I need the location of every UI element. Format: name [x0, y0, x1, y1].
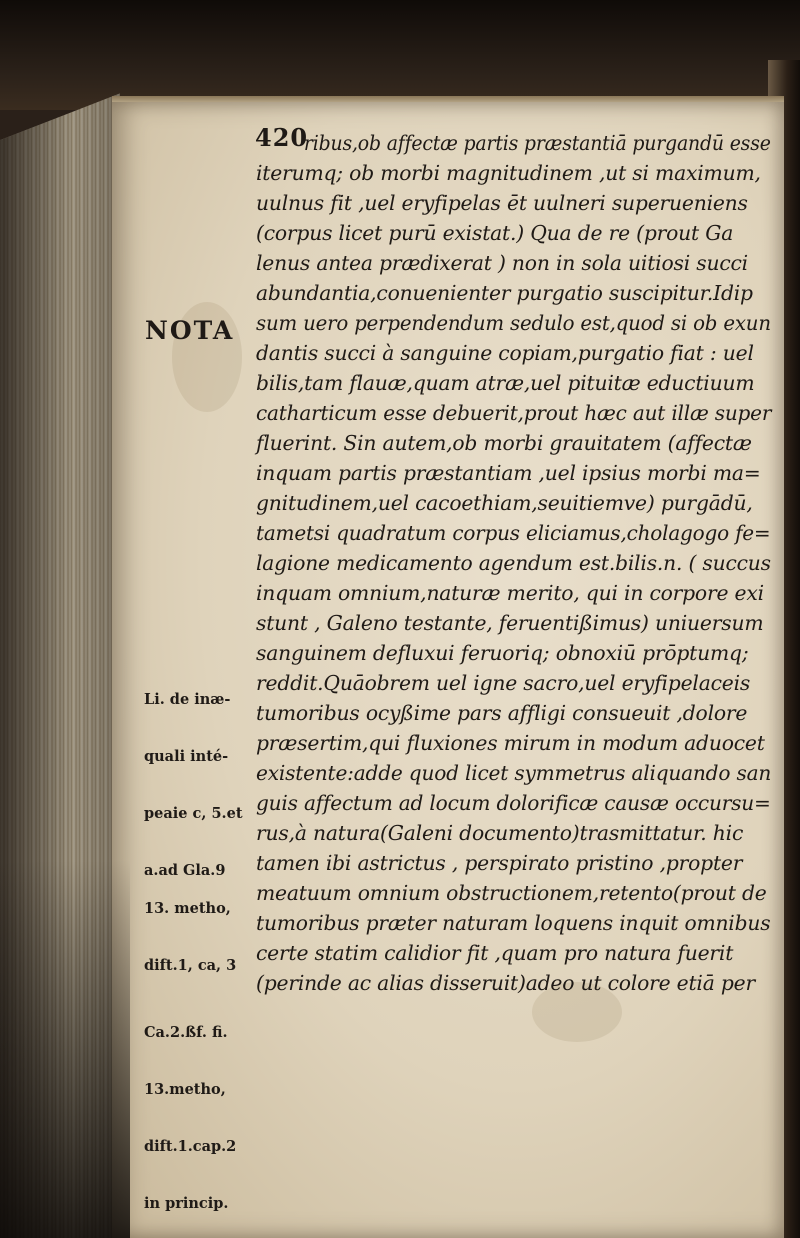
margin-note-line: in princip.	[144, 1195, 229, 1212]
text-line: (perinde ac alias disseruit)adeo ut colore etiā per	[256, 971, 755, 995]
margin-note-line: a.ad Gla.9	[144, 862, 226, 879]
text-line: lenus antea prædixerat ) non in sola uitiosi succi	[256, 251, 748, 275]
text-line: tametsi quadratum corpus eliciamus,cholagogo fe=	[256, 521, 771, 545]
text-line: præsertim,qui fluxiones mirum in modum aduocet	[256, 731, 765, 755]
text-line: gnitudinem,uel cacoethiam,seuitiemve) purgādū,	[256, 491, 753, 515]
text-line: fluerint. Sin autem,ob morbi grauitatem (affectæ	[256, 431, 752, 455]
margin-note-line: dift.1, ca, 3	[144, 957, 237, 974]
text-line: inquam omnium,naturæ merito, qui in corpore exi	[256, 581, 764, 605]
margin-note-line: peaie c, 5.et	[144, 805, 243, 822]
text-line: certe statim calidior fit ,quam pro natura fuerit	[256, 941, 734, 965]
text-line: (corpus licet purū existat.) Qua de re (prout Ga	[256, 221, 734, 245]
text-line: rus,à natura(Galeni documento)trasmittatur. hic	[256, 821, 744, 845]
text-line: dantis succi à sanguine copiam,purgatio fiat : uel	[256, 341, 754, 365]
text-line: tumoribus præter naturam loquens inquit omnibus	[256, 911, 771, 935]
margin-note-line: 13. metho,	[144, 900, 231, 917]
page-number: 420	[255, 123, 309, 152]
text-line: abundantia,conuenienter purgatio suscipitur.Idip	[256, 281, 753, 305]
text-line: catharticum esse debuerit,prout hæc aut illæ super	[256, 401, 772, 425]
binding-shadow	[0, 860, 130, 1238]
text-line: tumoribus ocyßime pars affligi consueuit ,dolore	[256, 701, 748, 725]
margin-note-reference	[144, 985, 236, 1238]
text-line: meatuum omnium obstructionem,retento(prout de	[256, 881, 767, 905]
text-line: stunt , Galeno testante, feruentißimus) uniuersum	[256, 611, 764, 635]
text-line: reddit.Quāobrem uel igne sacro,uel eryfipelaceis	[256, 671, 751, 695]
text-line: existente:adde quod licet symmetrus aliquando san	[256, 761, 772, 785]
text-line: sanguinem defluxui feruoriq; obnoxiū prōptumq;	[256, 641, 749, 665]
dark-background	[0, 0, 800, 110]
margin-note-line: quali inté-	[144, 748, 229, 765]
text-line: inquam partis præstantiam ,uel ipsius morbi ma=	[256, 461, 761, 485]
margin-note-nota: NOTA	[145, 316, 235, 345]
text-line: ribus,ob affectæ partis præstantiā purgandū esse	[303, 131, 771, 155]
margin-note-line: 13.metho,	[144, 1081, 226, 1098]
text-line: uulnus fit ,uel eryfipelas ēt uulneri superueniens	[256, 191, 748, 215]
margin-note-line: Ca.2.ßf. fi.	[144, 1024, 228, 1041]
margin-note-line: dift.1.cap.2	[144, 1138, 237, 1155]
text-line: lagione medicamento agendum est.bilis.n. ( succus	[256, 551, 771, 575]
margin-note-line: Li. de inæ-	[144, 691, 231, 708]
text-line: iterumq; ob morbi magnitudinem ,ut si maximum,	[256, 161, 761, 185]
text-line: bilis,tam flauæ,quam atræ,uel pituitæ eductiuum	[256, 371, 755, 395]
text-line: guis affectum ad locum dolorificæ causæ occursu=	[256, 791, 771, 815]
body-text	[255, 123, 776, 998]
text-line: tamen ibi astrictus , perspirato pristino ,propter	[256, 851, 743, 875]
text-line: sum uero perpendendum sedulo est,quod si ob exun	[256, 311, 771, 335]
